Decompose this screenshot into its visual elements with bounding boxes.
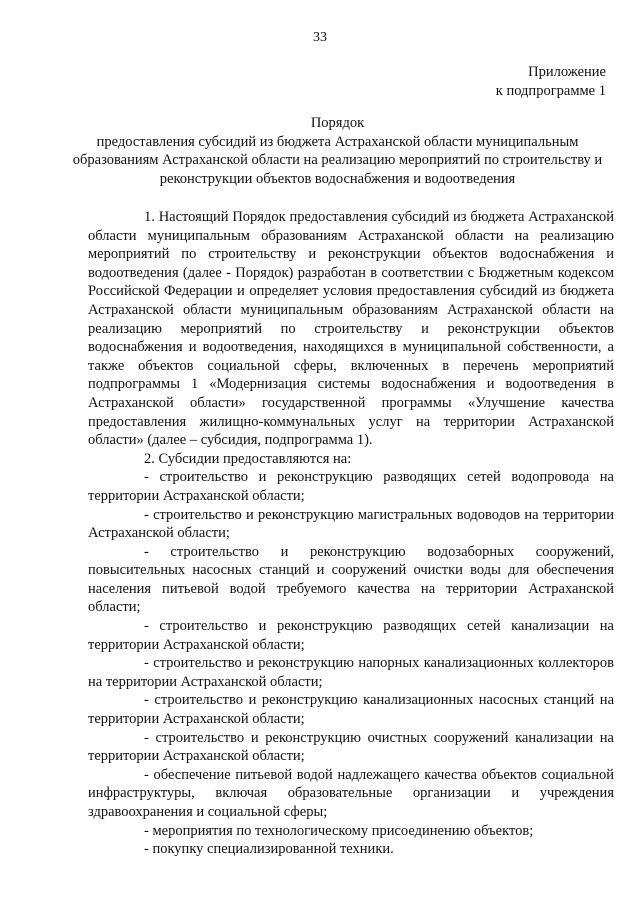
page-number: 33 xyxy=(313,30,327,45)
paragraph-2: 2. Субсидии предоставляются на: xyxy=(144,450,352,467)
document-title xyxy=(70,114,605,188)
list-item: - мероприятия по технологическому присоединению объектов; xyxy=(144,822,534,839)
paragraph-1: 1. Настоящий Порядок предоставления субсидий из бюджета Астраханской области муниципальным образованиям Астраханской области на реализацию мероприятий по строительству и реконструкции объектов водоснабжения и водоотведения (далее - Порядок) разработан в соответствии с Бюджетным кодексом Российской Федерации и определяет условия предоставления субсидий из бюджета Астраханской области муниципальным образованиям Астраханской области на реализацию мероприятий по строительству и реконструкции объектов водоснабжения и водоотведения, находящихся в муниципальной собственности, а также объектов социальной сферы, включенных в перечень мероприятий подпрограммы 1 «Модернизация системы водоснабжения и водоотведения в Астраханской области» государственной программы «Улучшение качества предоставления жилищно-коммунальных услуг на территории Астраханской области» (далее – субсидия, подпрограмма 1). xyxy=(88,209,614,449)
appendix-line-2: к подпрограмме 1 xyxy=(495,83,606,99)
list-item: - строительство и реконструкцию магистральных водоводов на территории Астраханской области; xyxy=(88,506,614,542)
list-item: - строительство и реконструкцию разводящих сетей водопровода на территории Астраханской области; xyxy=(88,469,614,504)
list-item: - обеспечение питьевой водой надлежащего качества объектов социальной инфраструктуры, включая образовательные организации и учреждения здравоохранения и социальной сферы; xyxy=(88,766,614,820)
appendix-heading xyxy=(496,63,606,101)
list-item: - строительство и реконструкцию канализационных насосных станций на территории Астраханской области; xyxy=(88,692,614,728)
list-item: - строительство и реконструкцию разводящих сетей канализации на территории Астраханской области; xyxy=(88,618,614,653)
appendix-line-1: Приложение xyxy=(528,64,606,80)
list-item: - строительство и реконструкцию водозаборных сооружений, повысительных насосных станций и сооружений очистки воды для обеспечения населения питьевой водой требуемого качества на территории Астраханской области; xyxy=(88,543,614,616)
title-subtitle: предоставления субсидий из бюджета Астраханской области муниципальным образованиям Астраханской области на реализацию мероприятий по строительству и реконструкции объектов водоснабжения и водоотведения xyxy=(72,133,603,187)
list-item: - покупку специализированной техники. xyxy=(144,841,394,858)
title-main: Порядок xyxy=(310,115,365,131)
list-item: - строительство и реконструкцию очистных сооружений канализации на территории Астраханской области; xyxy=(88,729,614,765)
document-body xyxy=(88,208,614,859)
list-item: - строительство и реконструкцию напорных канализационных коллекторов на территории Астраханской области; xyxy=(88,655,614,690)
